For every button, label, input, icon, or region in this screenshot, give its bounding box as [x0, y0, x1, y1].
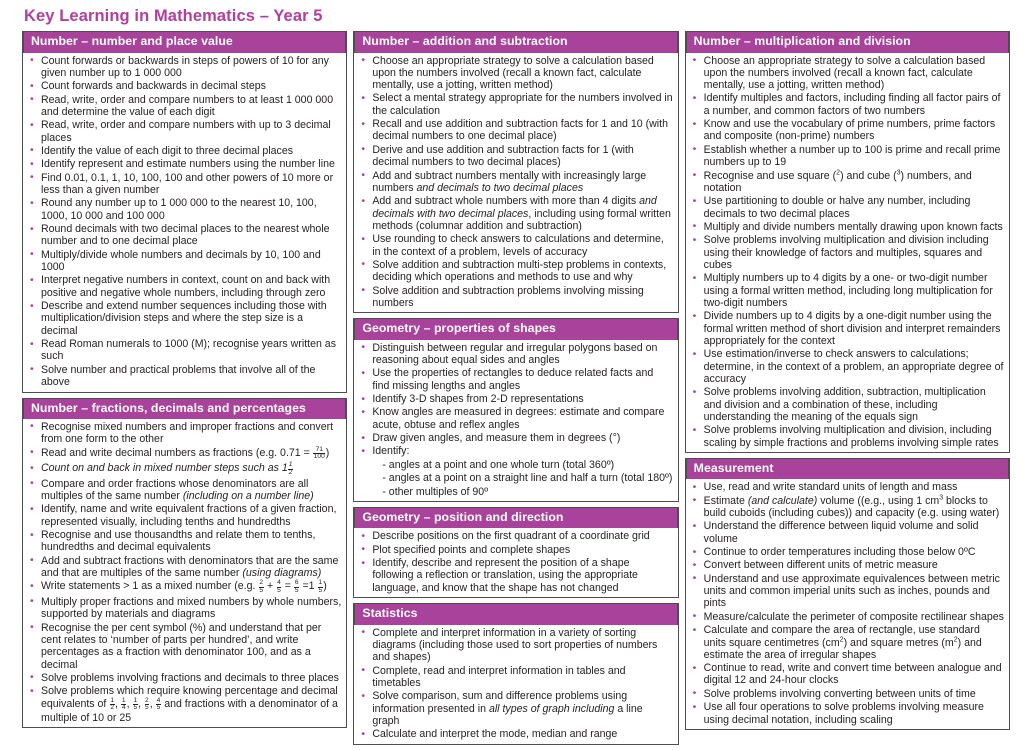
objective-item: • Find 0.01, 0.1, 1, 10, 100, 100 and other powers of 10 more or less than a given number — [29, 172, 341, 197]
objective-item: • Round any number up to 1 000 000 to the nearest 10, 100, 1000, 10 000 and 100 000 — [29, 197, 341, 222]
objective-item: • Use estimation/inverse to check answers to calculations; determine, in the context of a problem, an appropriate degree of accuracy — [692, 348, 1004, 385]
objective-item: • Measure/calculate the perimeter of composite rectilinear shapes — [692, 611, 1004, 623]
objective-item: • Use, read and write standard units of length and mass — [692, 481, 1004, 493]
objective-list — [354, 625, 677, 744]
objective-item: • Write statements > 1 as a mixed number (e.g. $\frac{2}{5}$ + $\frac{4}{5}$ = $\frac{6}{5}$ =1 $\frac{1}{5}$ ) — [29, 580, 341, 594]
objective-item: • Read, write, order and compare numbers with up to 3 decimal places — [29, 119, 341, 144]
objective-item: • Multiply/divide whole numbers and decimals by 10, 100 and 1000 — [29, 249, 341, 274]
objective-item: • Establish whether a number up to 100 is prime and recall prime numbers up to 19 — [692, 144, 1004, 169]
objective-item: • Understand and use approximate equivalences between metric units and common imperial units such as inches, pounds and pints — [692, 573, 1004, 610]
objective-item: • Identify: — [360, 445, 672, 457]
section-panel — [353, 507, 678, 598]
objective-item: • Continue to order temperatures including those below 0ºC — [692, 546, 1004, 558]
objective-item: • Identify, name and write equivalent fractions of a given fraction, represented visually, including tenths and hundredths — [29, 503, 341, 528]
objective-item: • Solve problems which require knowing percentage and decimal equivalents of $\frac{1}{2}$ , $\frac{1}{4}$ , $\frac{1}{5}$ , $\frac{2}{5}$ , $\frac{4}{5}$ and fractions with a denominator of a multiple of 10 or 25 — [29, 685, 341, 724]
objective-item: • Solve addition and subtraction problems involving missing numbers — [360, 285, 672, 310]
objective-item: • Solve problems involving converting between units of time — [692, 688, 1004, 700]
section-heading: Statistics — [354, 603, 677, 624]
objective-item: • Distinguish between regular and irregular polygons based on reasoning about equal sides and angles — [360, 342, 672, 367]
objective-item: • Add and subtract fractions with denominators that are the same and that are multiples of the same number (using diagrams) — [29, 555, 341, 580]
right-column — [685, 31, 1010, 735]
objective-item: • Choose an appropriate strategy to solve a calculation based upon the numbers involved (recall a known fact, calculate mentally, use a jotting, written method) — [360, 55, 672, 92]
objective-item: • Identify represent and estimate numbers using the number line — [29, 158, 341, 170]
objective-item: • Solve problems involving multiplication and division including using their knowledge of factors and multiples, squares and cubes — [692, 234, 1004, 271]
objective-item: - other multiples of 90º — [382, 485, 489, 498]
objective-item: • Describe and extend number sequences including those with multiplication/division steps and where the step size is a decimal — [29, 300, 341, 337]
objective-item: • Identify the value of each digit to three decimal places — [29, 145, 341, 157]
columns-container — [22, 31, 1010, 749]
objective-list — [686, 53, 1009, 452]
section-heading: Number – number and place value — [23, 31, 346, 52]
objective-item: • Divide numbers up to 4 digits by a one-digit number using the formal written method of short division and interpret remainders appropriately for the context — [692, 310, 1004, 347]
objective-item: • Continue to read, write and convert time between analogue and digital 12 and 24-hour clocks — [692, 662, 1004, 687]
objective-list — [354, 340, 677, 501]
objective-item: • Identify 3-D shapes from 2-D representations — [360, 393, 672, 405]
objective-item: • Compare and order fractions whose denominators are all multiples of the same number (including on a number line) — [29, 478, 341, 503]
section-heading: Geometry – properties of shapes — [354, 318, 677, 339]
objective-item: • Multiply proper fractions and mixed numbers by whole numbers, supported by materials and diagrams — [29, 596, 341, 621]
objective-item: - angles at a point and one whole turn (total 360º) — [382, 458, 615, 471]
objective-item: • Identify, describe and represent the position of a shape following a reflection or translation, using the appropriate language, and know that the shape has not changed — [360, 557, 672, 594]
objective-item: • Select a mental strategy appropriate for the numbers involved in the calculation — [360, 92, 672, 117]
objective-item: • Estimate (and calculate) volume ((e.g., using 1 $cm^3$ blocks to build cuboids (including cubes)) and capacity (e.g. using water) — [692, 495, 1004, 520]
objective-item: • Round decimals with two decimal places to the nearest whole number and to one decimal place — [29, 223, 341, 248]
objective-item: • Read and write decimal numbers as fractions (e.g. 0.71 = $\frac{71}{100}$ ) — [29, 447, 341, 461]
page-title: Key Learning in Mathematics – Year 5 — [24, 7, 323, 25]
objective-item: • Multiply and divide numbers mentally drawing upon known facts — [692, 221, 1004, 233]
section-panel — [353, 31, 678, 313]
middle-column — [353, 31, 678, 749]
objective-item: • Draw given angles, and measure them in degrees (°) — [360, 432, 672, 444]
section-heading: Number – addition and subtraction — [354, 31, 677, 52]
objective-item: • Solve problems involving multiplication and division, including scaling by simple fractions and problems involving simple rates — [692, 424, 1004, 449]
objective-item: • Convert between different units of metric measure — [692, 559, 1004, 571]
objective-item: • Count forwards or backwards in steps of powers of 10 for any given number up to 1 000 000 — [29, 55, 341, 80]
objective-item: • Recognise and use thousandths and relate them to tenths, hundredths and decimal equivalents — [29, 529, 341, 554]
objective-item: • Complete, read and interpret information in tables and timetables — [360, 665, 672, 690]
objective-item: • Read, write, order and compare numbers to at least 1 000 000 and determine the value of each digit — [29, 94, 341, 119]
objective-item: • Use all four operations to solve problems involving measure using decimal notation, including scaling — [692, 701, 1004, 726]
objective-item: • Choose an appropriate strategy to solve a calculation based upon the numbers involved (recall a known fact, calculate mentally, use a jotting, written method) — [692, 55, 1004, 92]
objective-item: • Understand the difference between liquid volume and solid volume — [692, 520, 1004, 545]
objective-list — [354, 53, 677, 313]
objective-item: • Identify multiples and factors, including finding all factor pairs of a number, and common factors of two numbers — [692, 92, 1004, 117]
section-heading: Number – multiplication and division — [686, 31, 1009, 52]
section-panel — [685, 458, 1010, 730]
objective-item: • Calculate and compare the area of rectangle, use standard units square centimetres $(cm^2)$ and square metres $(m^2)$ and estimate the area of irregular shapes — [692, 624, 1004, 661]
objective-item: • Use rounding to check answers to calculations and determine, in the context of a problem, levels of accuracy — [360, 233, 672, 258]
objective-item: • Read Roman numerals to 1000 (M); recognise years written as such — [29, 338, 341, 363]
objective-item: • Solve problems involving fractions and decimals to three places — [29, 672, 341, 684]
objective-item: • Calculate and interpret the mode, median and range — [360, 728, 672, 740]
objective-item: • Describe positions on the first quadrant of a coordinate grid — [360, 530, 672, 542]
objective-item: • Recognise the per cent symbol (%) and understand that per cent relates to ‘number of parts per hundred’, and write percentages as a fraction with denominator 100, and as a decimal — [29, 622, 341, 671]
objective-list — [23, 53, 346, 392]
objective-item: • Multiply numbers up to 4 digits by a one- or two-digit number using a formal written method, including long multiplication for two-digit numbers — [692, 272, 1004, 309]
objective-item: • Plot specified points and complete shapes — [360, 544, 672, 556]
objective-item: • Use partitioning to double or halve any number, including decimals to two decimal places — [692, 195, 1004, 220]
objective-item: • Solve comparison, sum and difference problems using information presented in all types of graph including a line graph — [360, 690, 672, 727]
section-panel — [353, 603, 678, 744]
objective-item: • Complete and interpret information in a variety of sorting diagrams (including those used to sort properties of numbers and shapes) — [360, 627, 672, 664]
objective-item: • Solve number and practical problems that involve all of the above — [29, 364, 341, 389]
objective-item: • Know and use the vocabulary of prime numbers, prime factors and composite (non-prime) numbers — [692, 118, 1004, 143]
section-panel — [22, 31, 347, 392]
section-heading: Measurement — [686, 458, 1009, 479]
section-heading: Number – fractions, decimals and percentages — [23, 398, 346, 419]
objective-item: • Use the properties of rectangles to deduce related facts and find missing lengths and angles — [360, 367, 672, 392]
objective-item: • Add and subtract numbers mentally with increasingly large numbers and decimals to two decimal places — [360, 170, 672, 195]
objective-item: • Derive and use addition and subtraction facts for 1 (with decimal numbers to two decimal places) — [360, 144, 672, 169]
objective-item: • Count on and back in mixed number steps such as 1 $\frac{1}{2}$ — [29, 462, 341, 476]
objective-item: • Recognise and use square ($^2$) and cube ($^3$) numbers, and notation — [692, 170, 1004, 195]
objective-item: • Solve addition and subtraction multi-step problems in contexts, deciding which operations and methods to use and why — [360, 259, 672, 284]
left-column — [22, 31, 347, 733]
section-panel — [685, 31, 1010, 453]
objective-item: • Recall and use addition and subtraction facts for 1 and 10 (with decimal numbers to one decimal place) — [360, 118, 672, 143]
objective-item: • Count forwards and backwards in decimal steps — [29, 80, 341, 92]
objective-item: - angles at a point on a straight line and half a turn (total 180º) — [382, 472, 673, 485]
objective-item: • Know angles are measured in degrees: estimate and compare acute, obtuse and reflex angles — [360, 406, 672, 431]
section-panel — [353, 318, 678, 502]
objective-list — [354, 528, 677, 597]
section-heading: Geometry – position and direction — [354, 507, 677, 528]
section-panel — [22, 398, 347, 729]
objective-item: • Add and subtract whole numbers with more than 4 digits and decimals with two decimal places, including using formal written methods (columnar addition and subtraction) — [360, 195, 672, 232]
objective-item: • Solve problems involving addition, subtraction, multiplication and division and a combination of these, including understanding the meaning of the equals sign — [692, 386, 1004, 423]
objective-list — [686, 479, 1009, 729]
objective-item: • Interpret negative numbers in context, count on and back with positive and negative whole numbers, including through zero — [29, 274, 341, 299]
objective-list — [23, 419, 346, 728]
objective-item: • Recognise mixed numbers and improper fractions and convert from one form to the other — [29, 421, 341, 446]
